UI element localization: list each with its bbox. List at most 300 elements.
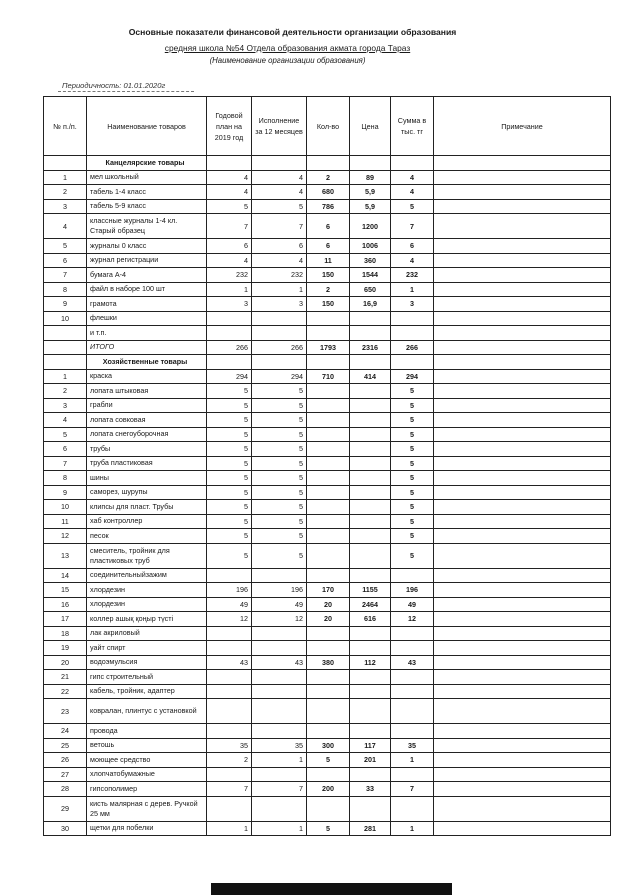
cell-sum: 5 <box>391 471 434 486</box>
table-row <box>44 214 611 239</box>
cell-name: файл в наборе 100 шт <box>87 282 207 297</box>
cell-qty <box>307 699 350 724</box>
table-row <box>44 185 611 200</box>
cell-name: песок <box>87 529 207 544</box>
cell-qty <box>307 413 350 428</box>
cell-qty <box>307 398 350 413</box>
cell-name: ковралан, плинтус с установкой <box>87 699 207 724</box>
cell-plan: 4 <box>207 170 252 185</box>
cell-name: ветошь <box>87 738 207 753</box>
cell-sum: 294 <box>391 369 434 384</box>
cell-price <box>350 427 391 442</box>
cell-plan: 3 <box>207 297 252 312</box>
table-row <box>44 597 611 612</box>
cell-sum: 5 <box>391 199 434 214</box>
cell-note <box>434 753 611 768</box>
table-row <box>44 485 611 500</box>
cell-qty: 300 <box>307 738 350 753</box>
cell-price <box>350 500 391 515</box>
cell-exec <box>252 326 307 341</box>
cell-price <box>350 456 391 471</box>
cell-note <box>434 724 611 739</box>
cell-exec: 3 <box>252 297 307 312</box>
cell-name: саморез, шурупы <box>87 485 207 500</box>
cell-plan: 43 <box>207 655 252 670</box>
cell-exec: 5 <box>252 529 307 544</box>
cell-no: 16 <box>44 597 87 612</box>
cell-note <box>434 326 611 341</box>
cell-note <box>434 185 611 200</box>
cell-no: 29 <box>44 796 87 821</box>
cell-qty: 5 <box>307 821 350 836</box>
table-row <box>44 427 611 442</box>
table-row <box>44 738 611 753</box>
cell-exec <box>252 641 307 656</box>
table-row <box>44 767 611 782</box>
table-row <box>44 684 611 699</box>
cell-note <box>434 214 611 239</box>
cell-note <box>434 583 611 598</box>
cell-qty: 2 <box>307 170 350 185</box>
cell-exec: 12 <box>252 612 307 627</box>
cell-qty <box>307 767 350 782</box>
cell-price <box>350 311 391 326</box>
cell-exec: 266 <box>252 340 307 355</box>
cell-price: 112 <box>350 655 391 670</box>
cell-exec: 1 <box>252 753 307 768</box>
table-row <box>44 282 611 297</box>
cell-no: 2 <box>44 185 87 200</box>
cell-note <box>434 471 611 486</box>
cell-name: клипсы для пласт. Трубы <box>87 500 207 515</box>
cell-exec <box>252 670 307 685</box>
cell-note <box>434 670 611 685</box>
cell-price <box>350 529 391 544</box>
cell-exec: 5 <box>252 471 307 486</box>
cell-no: 8 <box>44 471 87 486</box>
table-row <box>44 724 611 739</box>
cell-price: 1200 <box>350 214 391 239</box>
cell-price <box>350 568 391 583</box>
cell-plan: 5 <box>207 500 252 515</box>
cell-plan <box>207 326 252 341</box>
cell-price: 650 <box>350 282 391 297</box>
cell-sum: 1 <box>391 282 434 297</box>
cell-no: 17 <box>44 612 87 627</box>
cell-exec <box>252 626 307 641</box>
cell-price: 281 <box>350 821 391 836</box>
cell-no <box>44 156 87 171</box>
cell-qty <box>307 670 350 685</box>
cell-exec: 4 <box>252 253 307 268</box>
table-row <box>44 384 611 399</box>
cell-name: классные журналы 1-4 кл. Старый образец <box>87 214 207 239</box>
col-header-qty: Кол-во <box>307 97 350 156</box>
cell-qty <box>307 529 350 544</box>
organization-note: (Наименование организации образования) <box>209 56 366 65</box>
cell-qty: 710 <box>307 369 350 384</box>
cell-note <box>434 782 611 797</box>
cell-note <box>434 485 611 500</box>
cell-no: 7 <box>44 456 87 471</box>
cell-qty: 6 <box>307 214 350 239</box>
cell-plan: 5 <box>207 427 252 442</box>
cell-no: 9 <box>44 297 87 312</box>
cell-price: 414 <box>350 369 391 384</box>
cell-price <box>350 384 391 399</box>
cell-note <box>434 156 611 171</box>
cell-price <box>350 398 391 413</box>
cell-sum: 35 <box>391 738 434 753</box>
cell-price <box>350 767 391 782</box>
cell-no: 11 <box>44 514 87 529</box>
cell-no: 30 <box>44 821 87 836</box>
cell-price <box>350 684 391 699</box>
cell-name: кисть малярная с дерев. Ручкой 25 мм <box>87 796 207 821</box>
cell-name: бумага А-4 <box>87 268 207 283</box>
cell-price: 1544 <box>350 268 391 283</box>
cell-exec: 294 <box>252 369 307 384</box>
cell-qty: 786 <box>307 199 350 214</box>
col-header-name: Наименование товаров <box>87 97 207 156</box>
cell-sum: 5 <box>391 529 434 544</box>
cell-exec: 1 <box>252 282 307 297</box>
cell-name: хлопчатобумажные <box>87 767 207 782</box>
cell-note <box>434 821 611 836</box>
cell-no: 18 <box>44 626 87 641</box>
cell-name: провода <box>87 724 207 739</box>
cell-sum <box>391 326 434 341</box>
cell-qty <box>307 384 350 399</box>
cell-sum <box>391 156 434 171</box>
cell-no: 12 <box>44 529 87 544</box>
cell-price <box>350 326 391 341</box>
cell-name: краска <box>87 369 207 384</box>
cell-qty: 20 <box>307 597 350 612</box>
cell-exec: 5 <box>252 413 307 428</box>
cell-no: 15 <box>44 583 87 598</box>
cell-note <box>434 626 611 641</box>
cell-name: коллер ашық қоңыр түсті <box>87 612 207 627</box>
col-header-exec: Исполнение за 12 месяцев <box>252 97 307 156</box>
cell-price <box>350 724 391 739</box>
cell-sum: 5 <box>391 384 434 399</box>
table-row <box>44 456 611 471</box>
cell-no: 25 <box>44 738 87 753</box>
cell-note <box>434 311 611 326</box>
cell-qty <box>307 471 350 486</box>
cell-price: 616 <box>350 612 391 627</box>
cell-sum: 1 <box>391 753 434 768</box>
table-row <box>44 326 611 341</box>
cell-plan: 4 <box>207 185 252 200</box>
cell-note <box>434 641 611 656</box>
cell-exec: 4 <box>252 170 307 185</box>
cell-price <box>350 670 391 685</box>
cell-plan: 5 <box>207 413 252 428</box>
cell-price: 201 <box>350 753 391 768</box>
cell-price: 33 <box>350 782 391 797</box>
cell-name: трубы <box>87 442 207 457</box>
table-row <box>44 413 611 428</box>
cell-qty <box>307 485 350 500</box>
period-label: Периодичность: 01.01.2020г <box>62 81 166 90</box>
section-row <box>44 156 611 171</box>
cell-sum: 232 <box>391 268 434 283</box>
cell-price <box>350 485 391 500</box>
cell-plan: 35 <box>207 738 252 753</box>
cell-note <box>434 796 611 821</box>
cell-price: 5,9 <box>350 185 391 200</box>
table-row <box>44 369 611 384</box>
cell-note <box>434 738 611 753</box>
cell-no: 6 <box>44 442 87 457</box>
section-title: Канцелярские товары <box>87 156 207 171</box>
cell-plan <box>207 699 252 724</box>
cell-exec: 4 <box>252 185 307 200</box>
col-header-price: Цена <box>350 97 391 156</box>
cell-sum: 6 <box>391 239 434 254</box>
cell-plan: 2 <box>207 753 252 768</box>
cell-note <box>434 297 611 312</box>
cell-no: 5 <box>44 239 87 254</box>
table-header-row <box>44 97 611 156</box>
cell-qty <box>307 427 350 442</box>
cell-sum <box>391 796 434 821</box>
cell-exec <box>252 311 307 326</box>
cell-sum: 5 <box>391 398 434 413</box>
cell-qty: 11 <box>307 253 350 268</box>
cell-exec <box>252 724 307 739</box>
cell-qty: 150 <box>307 268 350 283</box>
cell-no: 7 <box>44 268 87 283</box>
cell-plan <box>207 355 252 370</box>
cell-note <box>434 170 611 185</box>
cell-price <box>350 796 391 821</box>
cell-qty <box>307 641 350 656</box>
cell-price <box>350 442 391 457</box>
cell-name: хлордезин <box>87 597 207 612</box>
cell-note <box>434 384 611 399</box>
cell-sum: 5 <box>391 485 434 500</box>
cell-note <box>434 413 611 428</box>
cell-qty <box>307 626 350 641</box>
table-row <box>44 753 611 768</box>
table-row <box>44 699 611 724</box>
table-row <box>44 268 611 283</box>
cell-plan: 5 <box>207 485 252 500</box>
table-body <box>44 156 611 836</box>
organization-name: средняя школа №54 Отдела образования акмата города Тараз <box>164 43 411 53</box>
cell-no: 10 <box>44 500 87 515</box>
cell-plan: 5 <box>207 442 252 457</box>
cell-price: 1006 <box>350 239 391 254</box>
cell-exec: 5 <box>252 514 307 529</box>
cell-note <box>434 612 611 627</box>
cell-note <box>434 529 611 544</box>
cell-qty <box>307 500 350 515</box>
cell-price <box>350 156 391 171</box>
cell-name: журнал регистрации <box>87 253 207 268</box>
cell-sum: 12 <box>391 612 434 627</box>
cell-note <box>434 340 611 355</box>
cell-name: грабли <box>87 398 207 413</box>
cell-note <box>434 369 611 384</box>
cell-price <box>350 543 391 568</box>
cell-no: 1 <box>44 170 87 185</box>
cell-no: 4 <box>44 413 87 428</box>
cell-note <box>434 442 611 457</box>
col-header-no: № п./п. <box>44 97 87 156</box>
cell-no <box>44 355 87 370</box>
cell-sum <box>391 355 434 370</box>
cell-plan: 7 <box>207 782 252 797</box>
cell-qty: 170 <box>307 583 350 598</box>
cell-plan: 5 <box>207 384 252 399</box>
cell-exec: 7 <box>252 214 307 239</box>
table-row <box>44 297 611 312</box>
cell-note <box>434 699 611 724</box>
goods-table <box>43 96 611 836</box>
cell-exec: 5 <box>252 199 307 214</box>
cell-qty <box>307 514 350 529</box>
cell-no: 3 <box>44 199 87 214</box>
cell-sum: 7 <box>391 214 434 239</box>
cell-no: 10 <box>44 311 87 326</box>
cell-note <box>434 568 611 583</box>
col-header-plan: Годовой план на 2019 год <box>207 97 252 156</box>
cell-plan <box>207 156 252 171</box>
cell-no <box>44 326 87 341</box>
cell-plan: 1 <box>207 282 252 297</box>
cell-no: 6 <box>44 253 87 268</box>
cell-name: флешки <box>87 311 207 326</box>
cell-name: смеситель, тройник для пластиковых труб <box>87 543 207 568</box>
col-header-sum: Сумма в тыс. тг <box>391 97 434 156</box>
cell-exec: 5 <box>252 384 307 399</box>
cell-sum: 266 <box>391 340 434 355</box>
cell-note <box>434 767 611 782</box>
cell-plan: 12 <box>207 612 252 627</box>
cell-no: 22 <box>44 684 87 699</box>
table-row <box>44 253 611 268</box>
table-row <box>44 442 611 457</box>
cell-qty <box>307 442 350 457</box>
table-row <box>44 796 611 821</box>
cell-plan: 266 <box>207 340 252 355</box>
cell-plan <box>207 684 252 699</box>
cell-sum: 5 <box>391 543 434 568</box>
scan-edge-bar <box>211 883 452 895</box>
cell-no: 20 <box>44 655 87 670</box>
cell-plan: 49 <box>207 597 252 612</box>
cell-name: соединительныйзажим <box>87 568 207 583</box>
cell-exec <box>252 699 307 724</box>
cell-note <box>434 199 611 214</box>
table-row <box>44 514 611 529</box>
cell-qty: 680 <box>307 185 350 200</box>
cell-exec: 5 <box>252 442 307 457</box>
cell-plan: 6 <box>207 239 252 254</box>
cell-plan <box>207 796 252 821</box>
cell-exec: 5 <box>252 543 307 568</box>
cell-exec: 5 <box>252 485 307 500</box>
period-underline <box>58 91 194 92</box>
cell-note <box>434 253 611 268</box>
cell-note <box>434 514 611 529</box>
cell-plan: 5 <box>207 471 252 486</box>
cell-sum <box>391 724 434 739</box>
cell-note <box>434 655 611 670</box>
cell-price <box>350 413 391 428</box>
cell-no: 5 <box>44 427 87 442</box>
col-header-note: Примечание <box>434 97 611 156</box>
cell-price: 5,9 <box>350 199 391 214</box>
cell-exec: 5 <box>252 398 307 413</box>
cell-note <box>434 239 611 254</box>
cell-price: 1155 <box>350 583 391 598</box>
cell-sum: 4 <box>391 185 434 200</box>
cell-exec: 5 <box>252 427 307 442</box>
cell-name: табель 1-4 класс <box>87 185 207 200</box>
cell-qty: 200 <box>307 782 350 797</box>
cell-price: 2316 <box>350 340 391 355</box>
cell-price: 360 <box>350 253 391 268</box>
cell-no: 9 <box>44 485 87 500</box>
cell-price: 117 <box>350 738 391 753</box>
cell-sum: 3 <box>391 297 434 312</box>
cell-name: лопата снегоуборочная <box>87 427 207 442</box>
cell-name: щетки для побелки <box>87 821 207 836</box>
cell-exec: 43 <box>252 655 307 670</box>
cell-qty: 5 <box>307 753 350 768</box>
cell-exec: 1 <box>252 821 307 836</box>
cell-plan <box>207 724 252 739</box>
cell-name: гипс строительный <box>87 670 207 685</box>
cell-price <box>350 471 391 486</box>
cell-exec <box>252 156 307 171</box>
cell-exec: 6 <box>252 239 307 254</box>
cell-name: труба пластиковая <box>87 456 207 471</box>
cell-qty <box>307 311 350 326</box>
cell-sum: 1 <box>391 821 434 836</box>
cell-sum <box>391 568 434 583</box>
cell-name: кабель, тройник, адаптер <box>87 684 207 699</box>
cell-sum: 5 <box>391 500 434 515</box>
cell-sum: 5 <box>391 442 434 457</box>
cell-no: 4 <box>44 214 87 239</box>
table-row <box>44 543 611 568</box>
cell-plan: 7 <box>207 214 252 239</box>
table-row <box>44 199 611 214</box>
cell-exec <box>252 355 307 370</box>
cell-note <box>434 500 611 515</box>
cell-no <box>44 340 87 355</box>
cell-plan: 5 <box>207 529 252 544</box>
table-row <box>44 529 611 544</box>
cell-sum <box>391 699 434 724</box>
cell-no: 23 <box>44 699 87 724</box>
cell-exec: 7 <box>252 782 307 797</box>
cell-note <box>434 543 611 568</box>
cell-qty <box>307 568 350 583</box>
table-row <box>44 821 611 836</box>
cell-plan: 294 <box>207 369 252 384</box>
cell-sum <box>391 311 434 326</box>
cell-name: лопата совковая <box>87 413 207 428</box>
total-row <box>44 340 611 355</box>
cell-note <box>434 398 611 413</box>
